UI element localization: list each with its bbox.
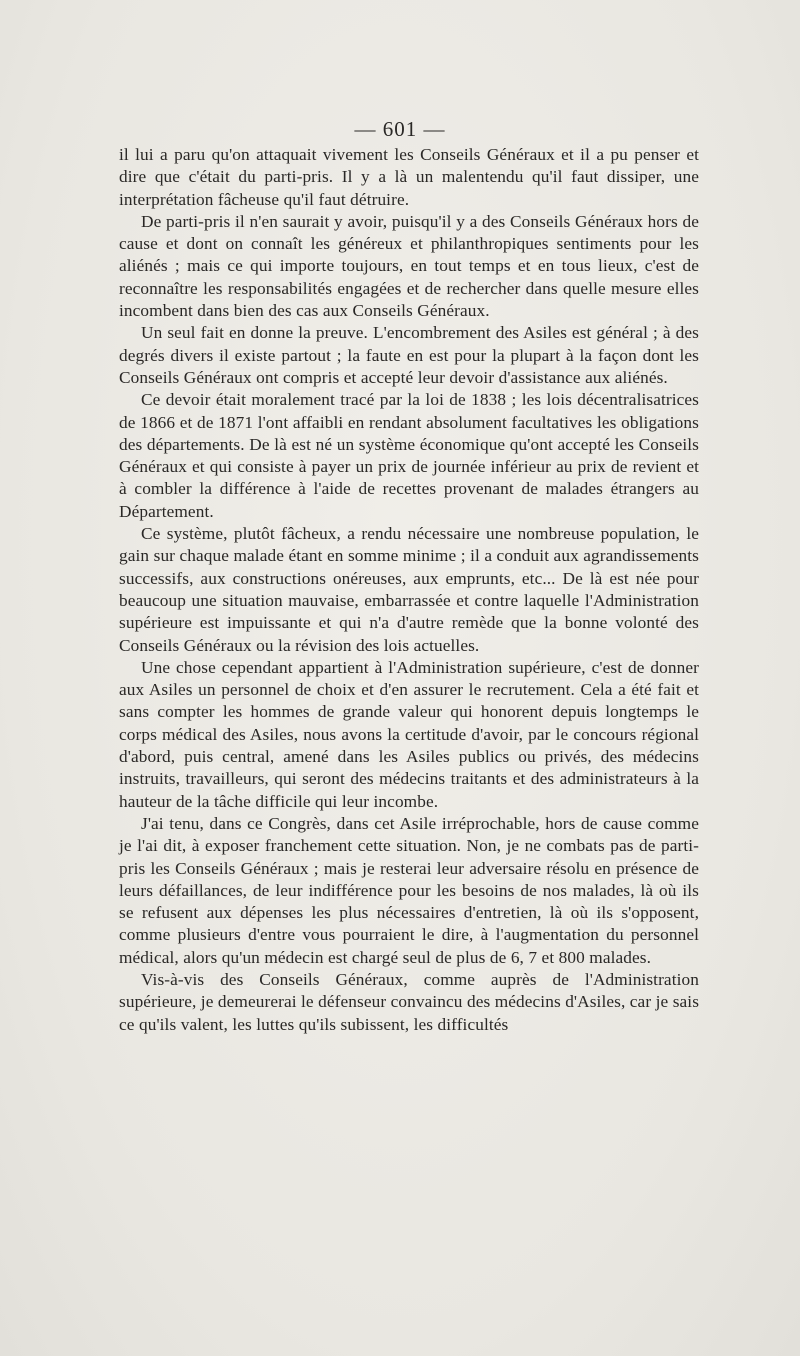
page-number: — 601 — — [354, 117, 446, 141]
paragraph-3: Un seul fait en donne la preuve. L'encombrement des Asiles est général ; à des degrés divers il existe partout ; la faute en est pour la plupart à la façon dont les Conseils Généraux ont compris et accepté leur devoir d'assistance aux aliénés. — [119, 323, 699, 387]
body-text — [119, 144, 699, 1036]
paragraph-7: J'ai tenu, dans ce Congrès, dans cet Asile irréprochable, hors de cause comme je l'ai dit, à exposer franchement cette situation. Non, je ne combats pas de parti-pris les Conseils Généraux ; mais je resterai leur adversaire résolu en présence de leurs défaillances, de leur indifférence pour les besoins de nos malades, là où ils se refusent aux dépenses les plus nécessaires d'entretien, là où ils s'opposent, comme plusieurs d'entre vous pourraient le dire, à l'augmentation du personnel médical, alors qu'un médecin est chargé seul de plus de 6, 7 et 800 malades. — [119, 813, 699, 967]
paragraph-4: Ce devoir était moralement tracé par la loi de 1838 ; les lois décentralisatrices de 1866 et de 1871 l'ont affaibli en rendant absolument facultatives les obligations des départements. De là est né un système économique qu'ont accepté les Conseils Généraux et qui consiste à payer un prix de journée inférieur au prix de revient et à combler la différence à l'aide de recettes provenant de malades étrangers au Département. — [119, 390, 699, 521]
paragraph-8: Vis-à-vis des Conseils Généraux, comme auprès de l'Administration supérieure, je demeurerai le défenseur convaincu des médecins d'Asiles, car je sais ce qu'ils valent, les luttes qu'ils subissent, les difficultés — [119, 969, 700, 1034]
paragraph-6: Une chose cependant appartient à l'Administration supérieure, c'est de donner aux Asiles un personnel de choix et d'en assurer le recrutement. Cela a été fait et sans compter les hommes de grande valeur qui honorent depuis longtemps le corps médical des Asiles, nous avons la certitude d'avoir, par le concours régional d'abord, puis central, amené dans les Asiles publics ou privés, des médecins instruits, travailleurs, qui seront des médecins traitants et des administrateurs à la hauteur de la tâche difficile qui leur incombe. — [119, 657, 699, 811]
paragraph-5: Ce système, plutôt fâcheux, a rendu nécessaire une nombreuse population, le gain sur chaque malade étant en somme minime ; il a conduit aux agrandissements successifs, aux constructions onéreuses, aux emprunts, etc... De là est née pour beaucoup une situation mauvaise, embarrassée et contre laquelle l'Administration supérieure est impuissante et qui n'a d'autre remède que la bonne volonté des Conseils Généraux ou la révision des lois actuelles. — [119, 524, 699, 655]
paragraph-2: De parti-pris il n'en saurait y avoir, puisqu'il y a des Conseils Généraux hors de cause et dont on connaît les généreux et philanthropiques sentiments pour les aliénés ; mais ce qui importe toujours, en tout temps et en tous lieux, c'est de reconnaître les responsabilités engagées et de rechercher dans quelle mesure elles incombent dans bien des cas aux Conseils Généraux. — [119, 211, 699, 321]
paragraph-1: il lui a paru qu'on attaquait vivement les Conseils Généraux et il a pu penser et dire que c'était du parti-pris. Il y a là un malentendu qu'il faut dissiper, une interprétation fâcheuse qu'il faut détruire. — [119, 145, 699, 209]
